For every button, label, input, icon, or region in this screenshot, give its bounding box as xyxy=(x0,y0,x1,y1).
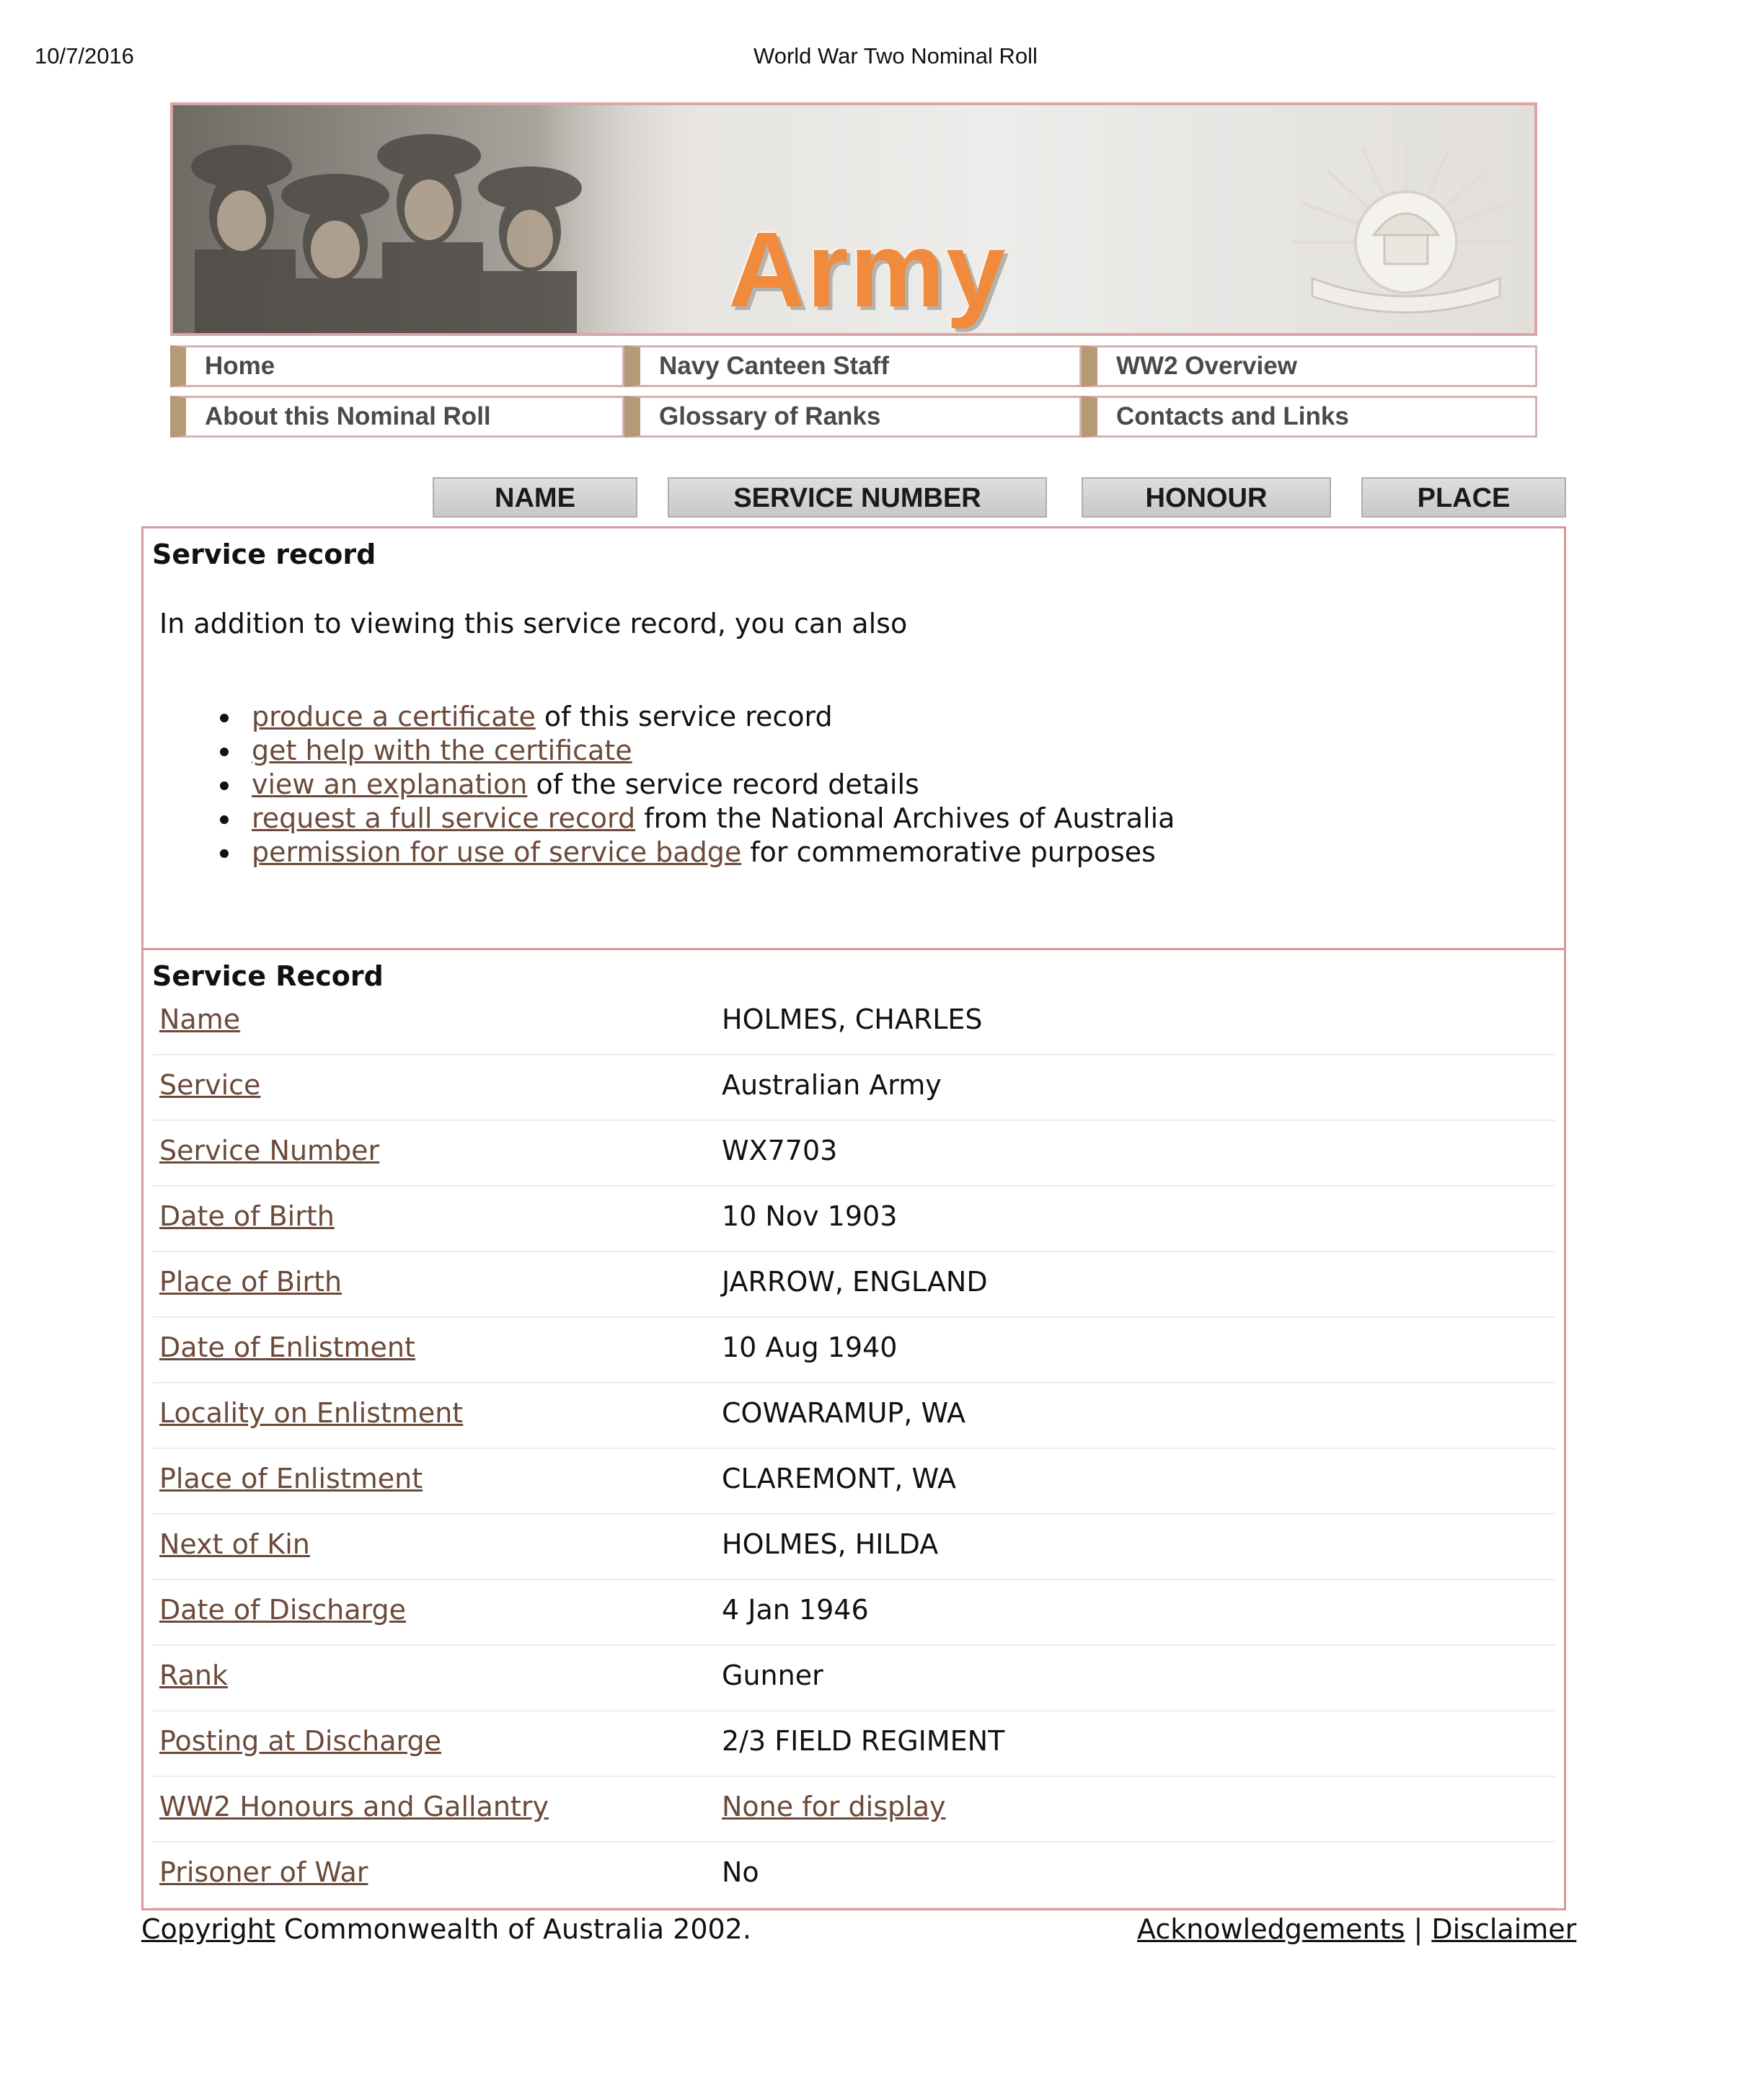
field-value: HOLMES, HILDA xyxy=(722,1528,939,1560)
options-list xyxy=(252,700,1175,869)
options-intro-text: In addition to viewing this service record, you can also xyxy=(159,608,908,639)
field-label-link[interactable]: Service xyxy=(159,1069,261,1101)
field-label-link[interactable]: WW2 Honours and Gallantry xyxy=(159,1791,549,1822)
field-label-link[interactable]: Prisoner of War xyxy=(159,1856,368,1888)
table-row xyxy=(152,1845,1555,1908)
produce-certificate-link[interactable]: produce a certificate xyxy=(252,701,536,732)
field-label-link[interactable]: Service Number xyxy=(159,1135,380,1166)
nav-navy-canteen-staff[interactable]: Navy Canteen Staff xyxy=(624,345,1082,387)
field-value: WX7703 xyxy=(722,1135,838,1166)
table-row xyxy=(152,1648,1555,1711)
field-label-link[interactable]: Name xyxy=(159,1004,241,1035)
table-row xyxy=(152,1779,1555,1843)
field-label-link[interactable]: Date of Birth xyxy=(159,1200,335,1232)
search-by-place-button[interactable]: PLACE xyxy=(1361,477,1566,518)
list-item xyxy=(252,768,1175,802)
field-value: Gunner xyxy=(722,1660,823,1691)
view-explanation-link[interactable]: view an explanation xyxy=(252,768,528,800)
field-label-link[interactable]: Place of Enlistment xyxy=(159,1463,423,1494)
footer-links xyxy=(1137,1913,1576,1945)
disclaimer-link[interactable]: Disclaimer xyxy=(1431,1913,1577,1945)
service-record-panel xyxy=(141,948,1566,1910)
field-value: JARROW, ENGLAND xyxy=(722,1266,988,1298)
search-by-honour-button[interactable]: HONOUR xyxy=(1082,477,1331,518)
field-value: 10 Nov 1903 xyxy=(722,1200,898,1232)
footer-separator: | xyxy=(1405,1913,1432,1945)
print-page-title: World War Two Nominal Roll xyxy=(753,43,1038,68)
record-panel-heading: Service Record xyxy=(152,960,384,992)
acknowledgements-link[interactable]: Acknowledgements xyxy=(1137,1913,1405,1945)
table-row xyxy=(152,1254,1555,1318)
search-by-name-button[interactable]: NAME xyxy=(433,477,637,518)
nav-about-nominal-roll[interactable]: About this Nominal Roll xyxy=(170,396,624,438)
nav-home[interactable]: Home xyxy=(170,345,624,387)
print-date: 10/7/2016 xyxy=(35,43,134,68)
field-label-link[interactable]: Locality on Enlistment xyxy=(159,1397,464,1429)
nav-ww2-overview[interactable]: WW2 Overview xyxy=(1082,345,1537,387)
field-label-link[interactable]: Date of Discharge xyxy=(159,1594,406,1626)
option-text: for commemorative purposes xyxy=(741,836,1156,868)
option-text: from the National Archives of Australia xyxy=(635,802,1175,834)
table-row xyxy=(152,992,1555,1055)
footer-copyright xyxy=(141,1913,751,1945)
field-value: No xyxy=(722,1856,759,1888)
service-record-options-panel xyxy=(141,526,1566,950)
field-value: Australian Army xyxy=(722,1069,942,1101)
army-banner xyxy=(170,102,1537,336)
list-item xyxy=(252,700,1175,734)
field-label-link[interactable]: Next of Kin xyxy=(159,1528,310,1560)
table-row xyxy=(152,1517,1555,1580)
field-value: 4 Jan 1946 xyxy=(722,1594,869,1626)
search-by-service-number-button[interactable]: SERVICE NUMBER xyxy=(668,477,1047,518)
rising-sun-badge-icon xyxy=(1283,134,1529,329)
option-text: of this service record xyxy=(535,701,833,732)
field-value: HOLMES, CHARLES xyxy=(722,1004,983,1035)
soldiers-photo-image xyxy=(173,105,692,336)
field-value: 2/3 FIELD REGIMENT xyxy=(722,1725,1005,1757)
nav-glossary-of-ranks[interactable]: Glossary of Ranks xyxy=(624,396,1082,438)
table-row xyxy=(152,1451,1555,1515)
field-value: COWARAMUP, WA xyxy=(722,1397,965,1429)
field-label-link[interactable]: Rank xyxy=(159,1660,228,1691)
options-panel-heading: Service record xyxy=(152,539,376,570)
field-value-link[interactable]: None for display xyxy=(722,1791,946,1822)
nav-contacts-and-links[interactable]: Contacts and Links xyxy=(1082,396,1537,438)
table-row xyxy=(152,1714,1555,1777)
table-row xyxy=(152,1189,1555,1252)
table-row xyxy=(152,1386,1555,1449)
table-row xyxy=(152,1123,1555,1187)
list-item xyxy=(252,802,1175,836)
field-label-link[interactable]: Posting at Discharge xyxy=(159,1725,441,1757)
field-value: 10 Aug 1940 xyxy=(722,1332,898,1363)
service-badge-permission-link[interactable]: permission for use of service badge xyxy=(252,836,742,868)
copyright-text: Commonwealth of Australia 2002. xyxy=(275,1913,751,1945)
banner-title: Army xyxy=(728,211,1007,329)
table-row xyxy=(152,1058,1555,1121)
list-item xyxy=(252,836,1175,869)
field-label-link[interactable]: Place of Birth xyxy=(159,1266,342,1298)
field-label-link[interactable]: Date of Enlistment xyxy=(159,1332,415,1363)
certificate-help-link[interactable]: get help with the certificate xyxy=(252,735,632,766)
option-text: of the service record details xyxy=(527,768,919,800)
field-value: CLAREMONT, WA xyxy=(722,1463,956,1494)
request-full-record-link[interactable]: request a full service record xyxy=(252,802,636,834)
table-row xyxy=(152,1320,1555,1383)
copyright-link[interactable]: Copyright xyxy=(141,1913,275,1945)
table-row xyxy=(152,1582,1555,1646)
list-item xyxy=(252,734,1175,768)
